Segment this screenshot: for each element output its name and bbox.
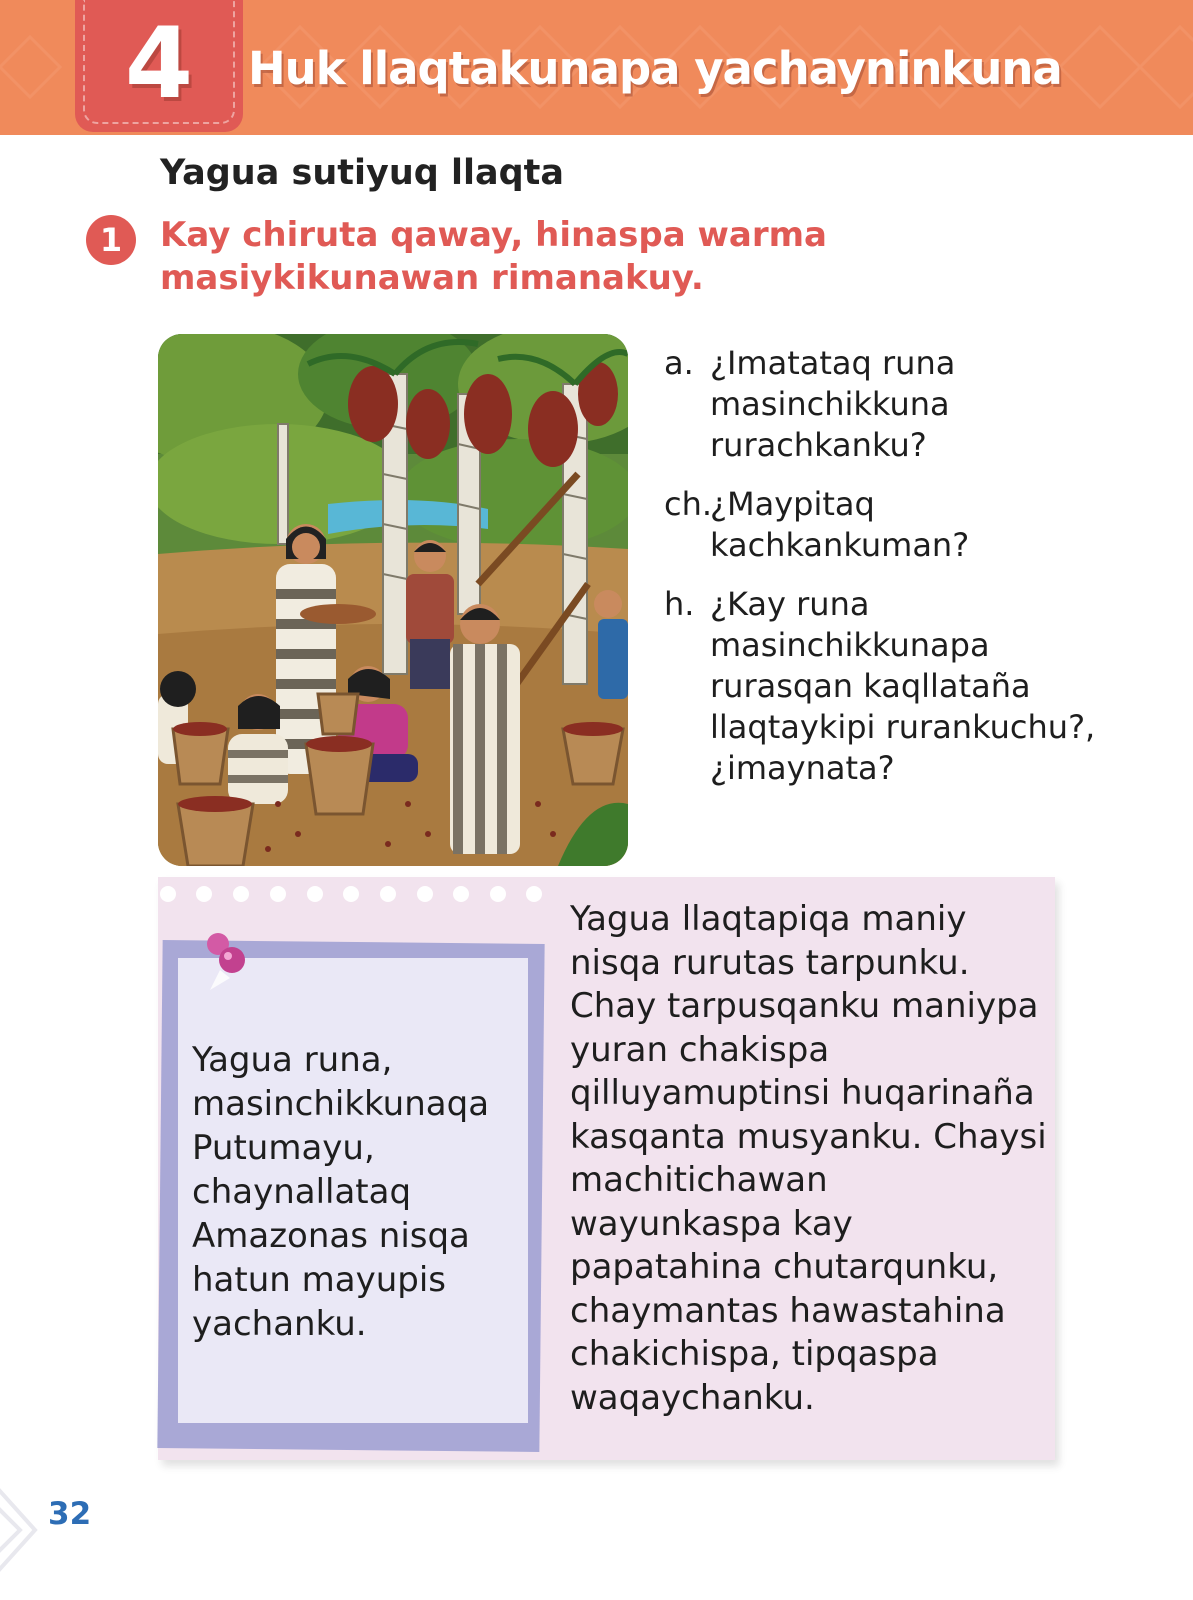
- question-text: ¿Kay runa masinchikkunapa rurasqan kaqllataña llaqtaykipi rurankuchu?, ¿imaynata?: [710, 585, 1096, 787]
- question-text: ¿Imatataq runa masinchikkuna rurachkanku?: [710, 344, 956, 464]
- question-letter: a.: [664, 344, 694, 382]
- yagua-harvest-illustration: [158, 334, 628, 866]
- question-h: [664, 584, 1134, 789]
- note-binding-holes: [158, 880, 558, 910]
- corner-pattern: [0, 1460, 50, 1600]
- question-a: [664, 343, 1134, 466]
- question-list: [664, 343, 1134, 789]
- activity-instruction: Kay chiruta qaway, hinaspa warma masiykikunawan rimanakuy.: [160, 215, 827, 298]
- push-pin-icon: [198, 930, 258, 1020]
- page-number: 32: [48, 1496, 92, 1532]
- sticky-note-text: Yagua runa, masinchikkunaqa Putumayu, chaynallataq Amazonas nisqa hatun mayupis yachanku.: [192, 1040, 490, 1344]
- illustration-drawing: [158, 334, 628, 866]
- question-ch: [664, 484, 1134, 566]
- section-title: Yagua sutiyuq llaqta: [160, 153, 564, 193]
- question-text: ¿Maypitaq kachkankuman?: [710, 485, 970, 564]
- activity-number-badge: [86, 215, 136, 265]
- activity-number: 1: [99, 221, 123, 259]
- info-note-text: Yagua llaqtapiqa maniy nisqa rurutas tarpunku. Chay tarpusqanku maniypa yuran chakispa qilluyamuptinsi huqarinaña kasqanta musyanku. Chaysi machitichawan wayunkaspa kay papatahina chutarqunku, chaymantas hawastahina chakichispa, tipqaspa waqaychanku.: [570, 899, 1047, 1418]
- question-letter: ch.: [664, 485, 713, 523]
- unit-title: Huk llaqtakunapa yachayninkuna: [248, 42, 1062, 95]
- unit-number: 4: [124, 7, 194, 121]
- question-letter: h.: [664, 585, 695, 623]
